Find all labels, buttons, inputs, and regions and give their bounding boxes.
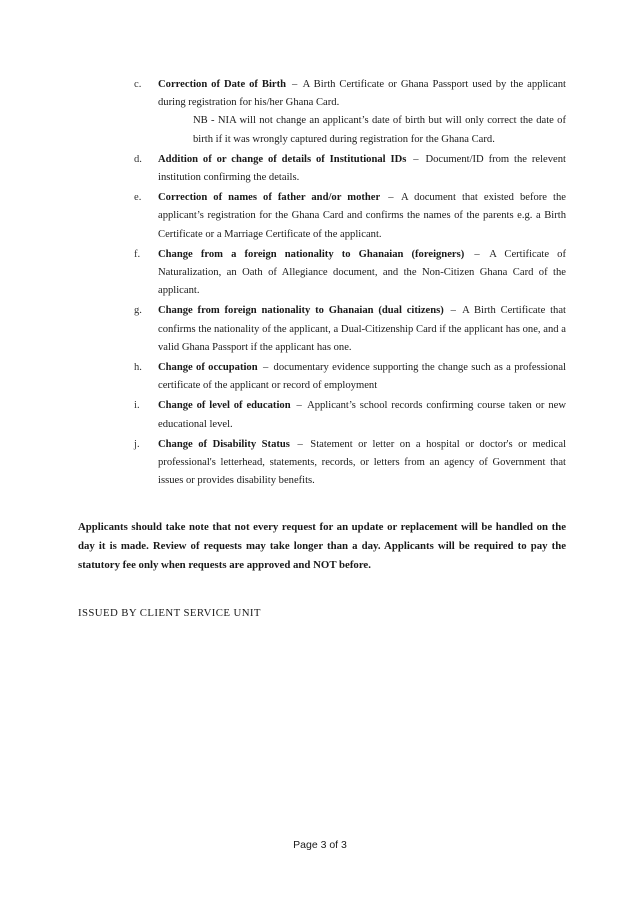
list-marker: j. — [134, 438, 140, 450]
item-separator: – — [297, 438, 303, 450]
list-item-d — [134, 151, 566, 187]
item-text: documentary evidence supporting the change such as a professional certificate of the applicant or record of employment — [158, 362, 566, 392]
requirements-list — [134, 76, 566, 492]
item-title: Change from a foreign nationality to Ghanaian (foreigners) — [158, 248, 465, 260]
list-marker: c. — [134, 79, 142, 90]
closing-paragraph: Applicants should take note that not every request for an update or replacement will be handled on the day it is made. Review of requests may take longer than a day. Applicants will be required to pay the statutory fee only when requests are approved and NOT before. — [78, 521, 566, 571]
list-item-j — [134, 436, 566, 491]
item-text: A Birth Certificate or Ghana Passport used by the applicant during registration for his/her Ghana Card. — [158, 79, 566, 109]
item-title: Change of level of education — [158, 400, 291, 412]
item-text: A Certificate of Naturalization, an Oath of Allegiance document, and the Non-Citizen Ghana Card of the applicant. — [158, 248, 567, 297]
item-separator: – — [450, 305, 456, 317]
list-marker: h. — [134, 362, 142, 374]
item-note: NB - NIA will not change an applicant’s date of birth but will only correct the date of birth if it was wrongly captured during registration for the Ghana Card. — [193, 115, 566, 145]
item-title: Change of occupation — [158, 362, 258, 374]
item-separator: – — [262, 362, 269, 374]
list-item-h — [134, 359, 566, 395]
item-separator: – — [296, 400, 302, 412]
list-marker: e. — [134, 192, 142, 204]
issued-by-line: ISSUED BY CLIENT SERVICE UNIT — [78, 607, 261, 619]
list-item-g — [134, 302, 566, 357]
list-marker: f. — [134, 248, 141, 260]
item-title: Correction of names of father and/or mother — [158, 192, 381, 204]
list-item-e — [134, 189, 566, 244]
item-title: Correction of Date of Birth — [158, 79, 287, 90]
item-separator: – — [413, 153, 419, 165]
page-number-footer: Page 3 of 3 — [293, 839, 347, 851]
item-separator: – — [474, 248, 480, 260]
list-item-f — [134, 246, 566, 301]
list-marker: g. — [134, 305, 142, 317]
item-separator: – — [388, 192, 394, 204]
item-text: A document that existed before the applicant’s registration for the Ghana Card and confirms the names of the parents e.g. a Birth Certificate or a Marriage Certificate of the applicant. — [158, 192, 566, 240]
item-title: Addition of or change of details of Institutional IDs — [158, 153, 407, 165]
item-text: A Birth Certificate that confirms the nationality of the applicant, a Dual-Citizenship Card if the applicant has one, and a valid Ghana Passport if the applicant has one. — [158, 305, 566, 353]
list-item-c — [134, 76, 566, 149]
item-text: Statement or letter on a hospital or doctor's or medical professional's letterhead, statements, records, or letters from an agency of Government that issues or provides disability benefits. — [158, 438, 567, 487]
item-title: Change of Disability Status — [158, 438, 290, 450]
list-marker: i. — [134, 400, 140, 412]
item-text: Applicant’s school records confirming course taken or new educational level. — [158, 400, 566, 430]
item-text: Document/ID from the relevent institution confirming the details. — [158, 153, 566, 184]
item-title: Change from foreign nationality to Ghanaian (dual citizens) — [158, 305, 444, 317]
list-item-i — [134, 397, 566, 433]
list-marker: d. — [134, 153, 142, 165]
item-separator: – — [291, 79, 298, 90]
